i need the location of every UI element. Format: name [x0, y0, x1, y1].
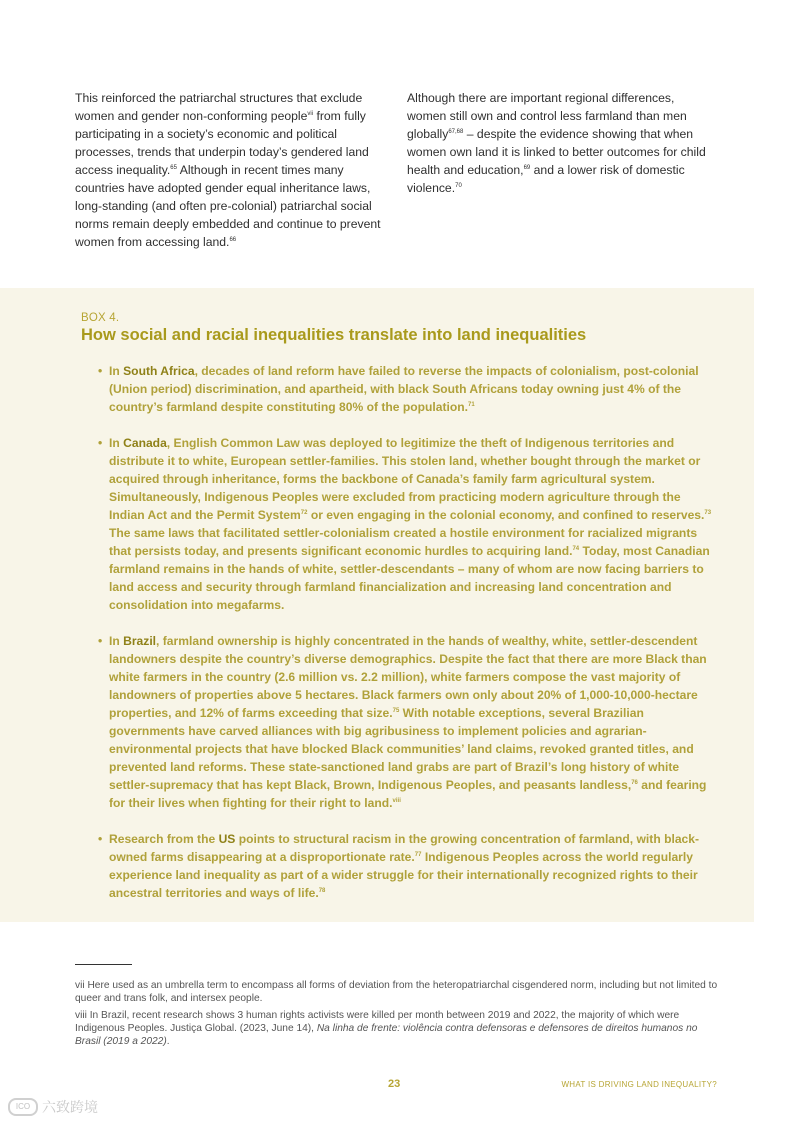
watermark-text: 六致跨境 [42, 1099, 98, 1115]
paragraph-text: Although in recent times many countries have adopted gender equal inheritance laws, long-standing (and often pre-colonial) patriarchal social norms remain deeply embedded and continue to prevent women from accessing land. [75, 163, 381, 249]
paragraph-text: This reinforced the patriarchal structures that exclude women and gender non-conforming people [75, 91, 363, 123]
right-column-paragraph [407, 89, 713, 197]
box-label: BOX 4. [81, 312, 120, 324]
footnote-vii: vii Here used as an umbrella term to encompass all forms of deviation from the heteropatriarchal cisgendered norm, including but not limited to queer and trans folk, and intersex people. [75, 980, 718, 1004]
paragraph-text: – despite the evidence showing that when women own land it is linked to better outcomes for child health and education, [407, 127, 706, 177]
paragraph-text: from fully participating in a society’s economic and political processes, trends that underpin today’s gendered land access inequality. [75, 109, 369, 177]
list-item-brazil [98, 632, 716, 812]
bullet-icon: • [98, 436, 103, 450]
item-text: , English Common Law was deployed to legitimize the theft of Indigenous territories and distribute it to white, European settler-families. This stolen land, whether bought through the market or acquired through inheritance, forms the backbone of Canada’s family farm agricultural system. Simultaneously, Indigenous Peoples were excluded from practicing modern agriculture through the Indian Act and the Permit System [109, 436, 701, 522]
footnote-text: . [166, 1036, 170, 1047]
footnote-viii [75, 1009, 723, 1048]
item-text: In [109, 364, 124, 378]
footnote-ref[interactable]: 77 [414, 852, 422, 858]
item-text: The same laws that facilitated settler-colonialism created a hostile environment for racialized migrants that persists today, and presents significant economic hurdles to acquiring land. [109, 526, 698, 558]
bullet-icon: • [98, 634, 103, 648]
item-text: In [109, 634, 124, 648]
box-title: How social and racial inequalities translate into land inequalities [81, 326, 587, 344]
item-text: points to structural racism in the growing concentration of farmland, with black-owned farms disappearing at a disproportionate rate. [109, 832, 700, 864]
bullet-icon: • [98, 364, 103, 378]
running-head: WHAT IS DRIVING LAND INEQUALITY? [561, 1080, 717, 1089]
footnote-ref[interactable]: 67,68 [448, 129, 464, 135]
footnote-ref[interactable]: 75 [392, 708, 400, 714]
page-number: 23 [388, 1078, 401, 1090]
country-name: US [218, 832, 236, 846]
footnote-ref[interactable]: 71 [468, 402, 475, 408]
footnote-ref[interactable]: 78 [318, 888, 326, 894]
country-name: Canada [123, 436, 167, 450]
item-text: Indigenous Peoples across the world regularly experience land inequality as part of a wider struggle for their internationally recognized rights to their ancestral territories and ways of life. [109, 850, 698, 900]
box-list [98, 362, 716, 920]
item-text: and fearing for their lives when fighting for their right to land. [109, 778, 707, 810]
item-text: In [109, 436, 124, 450]
watermark [8, 1097, 98, 1117]
footnote-citation-title: Na linha de frente: violência contra defensoras e defensores de direitos humanos no Brasil (2019 a 2022) [75, 1023, 698, 1047]
paragraph-text: Although there are important regional differences, women still own and control less farmland than men globally [407, 91, 687, 141]
item-text: or even engaging in the colonial economy, and confined to reserves. [307, 508, 705, 522]
footnote-ref[interactable]: 76 [631, 780, 638, 786]
footnote-ref[interactable]: 65 [170, 165, 177, 171]
footnote-divider [75, 964, 132, 965]
item-text: , decades of land reform have failed to reverse the impacts of colonialism, post-colonial (Union period) discrimination, and apartheid, with black South Africans today owning just 4% of the country’s farmland despite constituting 80% of the population. [109, 364, 699, 414]
paragraph-text: and a lower risk of domestic violence. [407, 163, 685, 195]
left-column-paragraph [75, 89, 393, 251]
footnote-ref[interactable]: viii [392, 798, 401, 804]
watermark-logo-icon: ICO [8, 1098, 38, 1116]
item-text: With notable exceptions, several Brazilian governments have carved alliances with big agribusiness to implement policies and agrarian-environmental projects that have blocked Black communities’ land claims, revoked granted titles, and prevented land reforms. These state-sanctioned land grabs are part of Brazil’s long history of white settler-supremacy that has kept Black, Brown, Indigenous Peoples, and peasants landless, [109, 706, 694, 792]
item-text: Today, most Canadian farmland remains in the hands of white, settler-descendants – many of whom are now facing barriers to land access and security through farmland financialization and increasing land concentration and consolidation into megafarms. [109, 544, 710, 612]
footnotes [75, 979, 723, 1052]
item-text: , farmland ownership is highly concentrated in the hands of wealthy, white, settler-descendent landowners despite the country’s diverse demographics. Despite the fact that there are more Black than white farmers in the country (2.6 million vs. 2.2 million), white farmers compose the vast majority of landowners of properties above 5 hectares. Black farmers own only about 20% of 1,000-10,000-hectare properties, and 12% of farms exceeding that size. [109, 634, 707, 720]
bullet-icon: • [98, 832, 103, 846]
footnote-ref[interactable]: 72 [300, 510, 308, 516]
country-name: Brazil [123, 634, 157, 648]
footnote-ref[interactable]: 74 [572, 546, 580, 552]
list-item-south-africa [98, 362, 716, 416]
footnote-ref[interactable]: 66 [229, 237, 237, 243]
footnote-text: viii In Brazil, recent research shows 3 human rights activists were killed per month between 2019 and 2022, the majority of which were Indigenous Peoples. Justiça Global. (2023, June 14), [75, 1010, 680, 1034]
footnote-ref[interactable]: vii [307, 111, 314, 117]
footnote-ref[interactable]: 69 [523, 165, 531, 171]
list-item-us [98, 830, 716, 902]
item-text: Research from the [109, 832, 219, 846]
footnote-ref[interactable]: 70 [455, 183, 462, 189]
country-name: South Africa [123, 364, 195, 378]
list-item-canada [98, 434, 716, 614]
footnote-ref[interactable]: 73 [704, 510, 712, 516]
